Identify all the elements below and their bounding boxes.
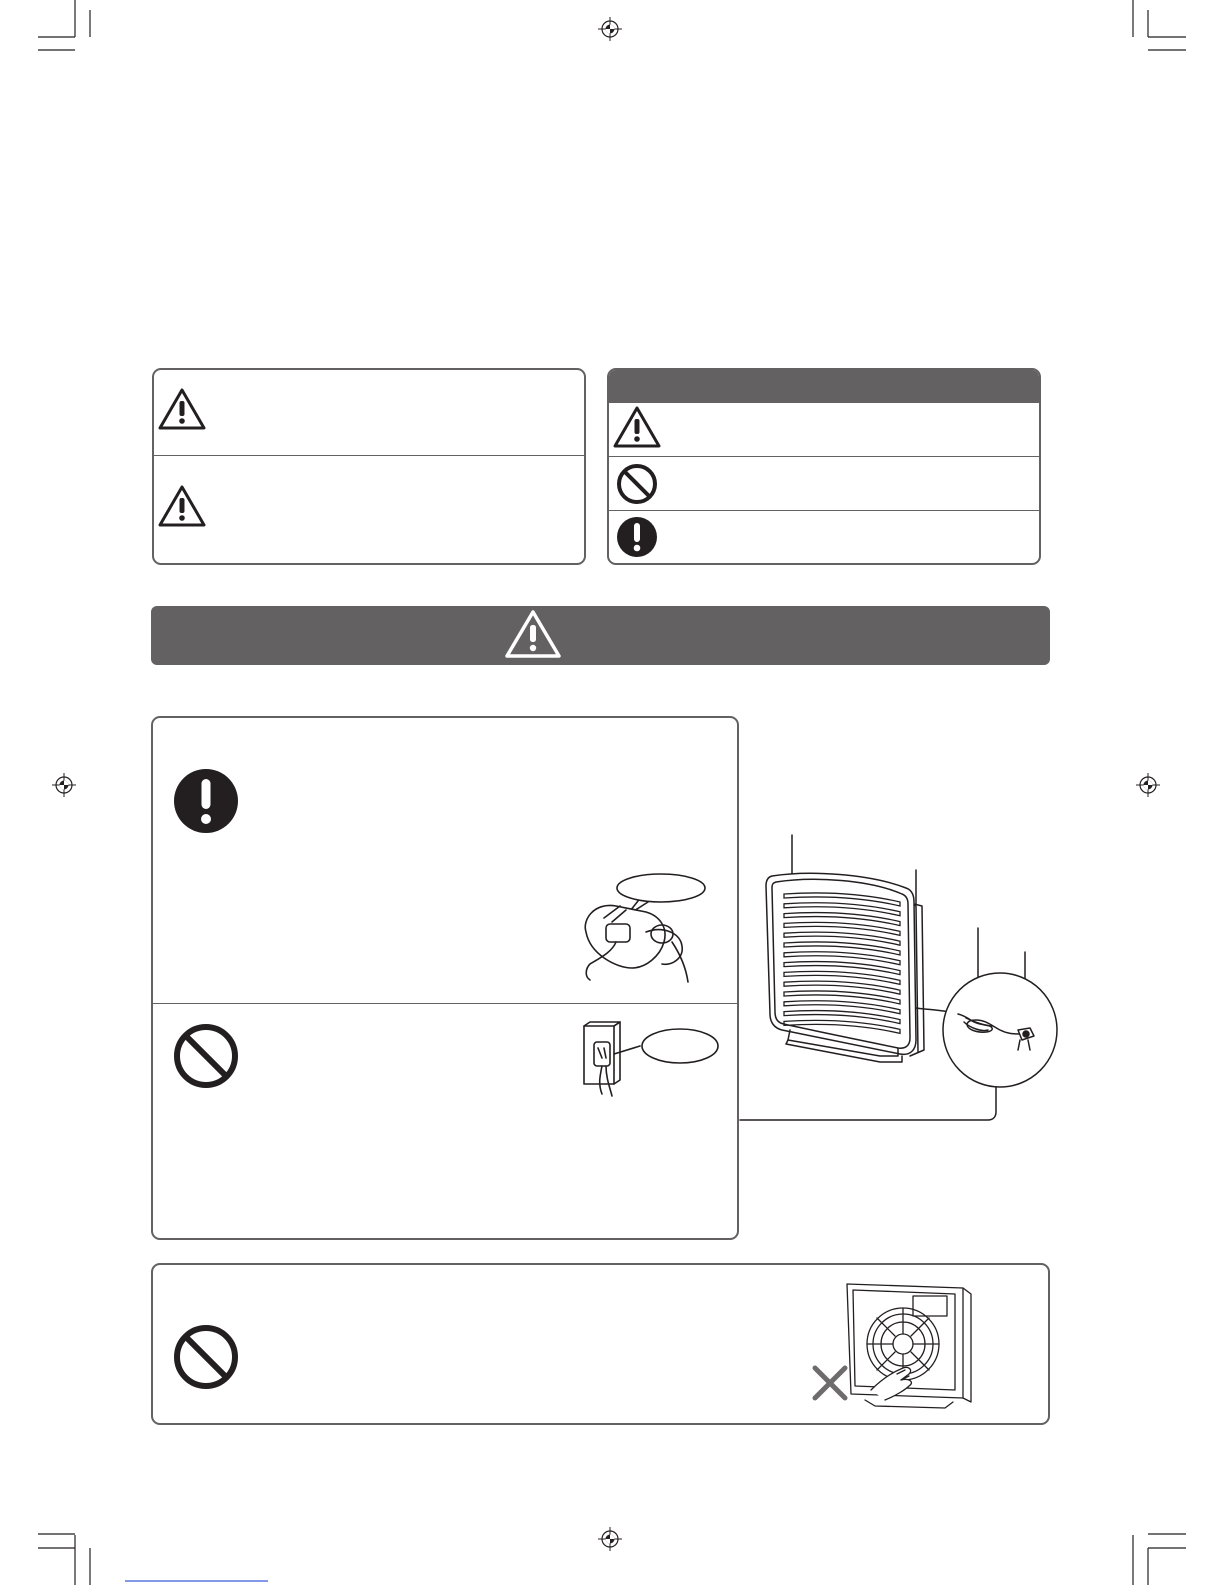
- prohibition-circle-icon: [615, 462, 659, 506]
- prohibition-circle-icon: [172, 1323, 240, 1391]
- prohibition-circle-icon: [172, 1022, 240, 1090]
- legend-divider: [153, 455, 585, 456]
- legend-divider: [608, 456, 1040, 457]
- warning-triangle-icon: [157, 387, 207, 431]
- warning-triangle-icon: [503, 608, 563, 660]
- legend-right-header: [609, 370, 1039, 403]
- mandatory-exclamation-icon: [172, 767, 240, 835]
- registration-target-icon: [598, 1527, 622, 1551]
- section-divider: [152, 1003, 738, 1004]
- legend-box-left: [152, 368, 586, 565]
- warning-triangle-icon: [612, 405, 662, 449]
- legend-box-right: [607, 368, 1041, 565]
- plug-grip-illustration: [576, 872, 716, 992]
- wall-socket-illustration: [580, 1018, 720, 1098]
- registration-target-icon: [52, 773, 76, 797]
- registration-target-icon: [598, 17, 622, 41]
- registration-target-icon: [1136, 773, 1160, 797]
- fan-hand-illustration: [805, 1280, 985, 1410]
- mandatory-exclamation-icon: [615, 515, 659, 559]
- warning-triangle-icon: [157, 484, 207, 528]
- legend-divider: [608, 510, 1040, 511]
- air-purifier-illustration: [730, 830, 1070, 1130]
- warning-banner: [151, 606, 1050, 665]
